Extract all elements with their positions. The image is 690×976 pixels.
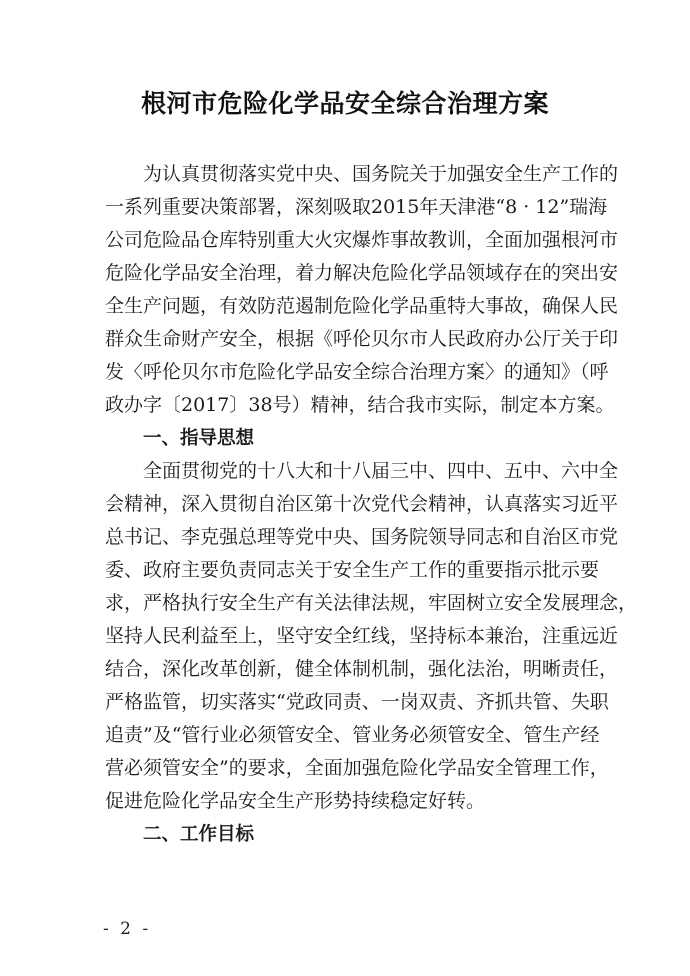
paragraph-line: 危险化学品安全治理，着力解决危险化学品领域存在的突出安	[105, 262, 619, 284]
paragraph-line: 求，严格执行安全生产有关法律法规，牢固树立安全发展理念，	[105, 592, 638, 614]
paragraph-line: 公司危险品仓库特别重大火灾爆炸事故教训，全面加强根河市	[105, 229, 619, 251]
section-heading-work-goals: 二、工作目标	[143, 824, 255, 845]
paragraph-line: 一系列重要决策部署，深刻吸取2015年天津港“8 · 12”瑞海	[105, 196, 608, 218]
paragraph-line: 发〈呼伦贝尔市危险化学品安全综合治理方案〉的通知》（呼	[105, 361, 609, 383]
paragraph-line: 严格监管，切实落实“党政同责、一岗双责、齐抓共管、失职	[105, 691, 609, 713]
document-title: 根河市危险化学品安全综合治理方案	[140, 89, 549, 118]
paragraph-line: 营必须管安全”的要求，全面加强危险化学品安全管理工作，	[105, 757, 609, 779]
paragraph-line: 会精神，深入贯彻自治区第十次党代会精神，认真落实习近平	[105, 493, 619, 515]
paragraph-line: 坚持人民利益至上，坚守安全红线，坚持标本兼治，注重远近	[105, 625, 619, 647]
section-heading-guiding-thought: 一、指导思想	[143, 428, 255, 449]
paragraph-line: 结合，深化改革创新，健全体制机制，强化法治，明晰责任，	[105, 658, 619, 680]
paragraph-line: 促进危险化学品安全生产形势持续稳定好转。	[105, 790, 486, 812]
paragraph-intro	[105, 158, 619, 422]
paragraph-line: 全生产问题，有效防范遏制危险化学品重特大事故，确保人民	[105, 295, 619, 317]
paragraph-line: 全面贯彻党的十八大和十八届三中、四中、五中、六中全	[143, 460, 619, 482]
page-number: - 2 -	[103, 919, 152, 939]
paragraph-guiding-thought	[105, 455, 638, 818]
paragraph-line: 政办字〔2017〕38号）精神，结合我市实际，制定本方案。	[105, 394, 615, 416]
paragraph-line: 为认真贯彻落实党中央、国务院关于加强安全生产工作的	[143, 163, 619, 185]
paragraph-line: 委、政府主要负责同志关于安全生产工作的重要指示批示要	[105, 559, 600, 581]
document-body	[105, 158, 638, 851]
paragraph-line: 群众生命财产安全，根据《呼伦贝尔市人民政府办公厅关于印	[105, 328, 619, 350]
paragraph-line: 总书记、李克强总理等党中央、国务院领导同志和自治区市党	[105, 526, 619, 548]
paragraph-line: 追责”及“管行业必须管安全、管业务必须管安全、管生产经	[105, 724, 600, 746]
